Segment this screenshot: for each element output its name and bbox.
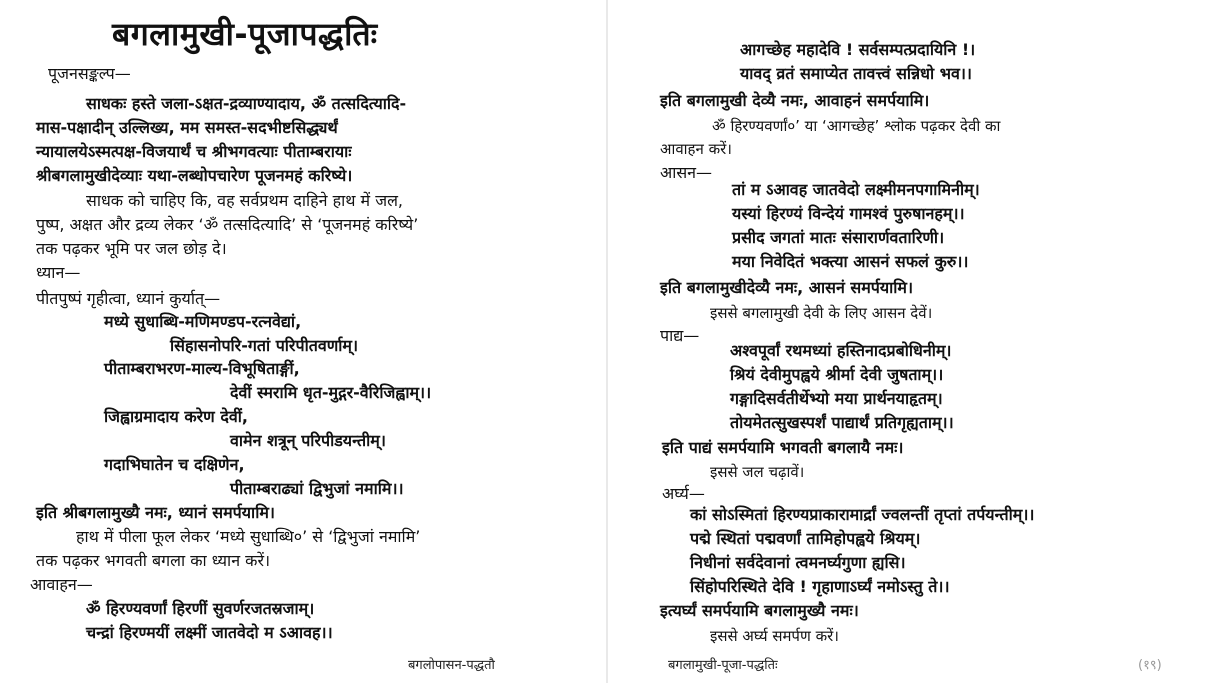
text-line: साधक को चाहिए कि, वह सर्वप्रथम दाहिने हाथ में जल, xyxy=(86,191,404,210)
text-line: इससे अर्घ्य समर्पण करें। xyxy=(710,627,839,645)
section-heading-padya: पाद्य— xyxy=(660,326,700,345)
text-line: पुष्प, अक्षत और द्रव्य लेकर ‘ॐ तत्सदित्यादि’ से ‘पूजनमहं करिष्ये’ xyxy=(36,215,419,234)
verse-line: वामेन शत्रून् परिपीडयन्तीम्। xyxy=(230,431,386,450)
running-footer: बगलोपासन-पद्धतौ xyxy=(408,658,495,673)
verse-line: अश्वपूर्वां रथमध्यां हस्तिनादप्रबोधिनीम्। xyxy=(730,341,952,360)
text-line: तक पढ़कर भूमि पर जल छोड़ दे। xyxy=(36,239,227,258)
verse-line: सिंहोपरिस्थिते देवि ! गृहाणाऽर्घ्यं नमोऽस्तु ते।। xyxy=(690,577,950,596)
verse-line: मध्ये सुधाब्धि-मणिमण्डप-रत्नवेद्यां, xyxy=(104,312,302,331)
text-line: इति बगलामुखीदेव्यै नमः, आसनं समर्पयामि। xyxy=(660,278,914,297)
verse-line: यस्यां हिरण्यं विन्देयं गामश्वं पुरुषानहम्।। xyxy=(732,204,965,223)
verse-line: श्रियं देवीमुपह्वये श्रीर्मा देवी जुषताम्।। xyxy=(730,365,944,384)
verse-line: तोयमेतत्सुखस्पर्शं पाद्यार्थं प्रतिगृह्यताम्।। xyxy=(730,413,954,432)
text-line: न्यायालयेऽस्मत्पक्ष-विजयार्थं च श्रीभगवत्याः पीताम्बरायाः xyxy=(36,142,352,161)
verse-line: सिंहासनोपरि-गतां परिपीतवर्णाम्। xyxy=(170,336,359,355)
text-line: साधकः हस्ते जला-ऽक्षत-द्रव्याण्यादाय, ॐ तत्सदित्यादि- xyxy=(86,94,407,113)
running-footer: बगलामुखी-पूजा-पद्धतिः xyxy=(668,658,778,673)
text-line: ॐ हिरण्यवर्णां०’ या ‘आगच्छेह’ श्लोक पढ़कर देवी का xyxy=(712,117,1001,135)
verse-line: जिह्वाग्रमादाय करेण देवीं, xyxy=(104,407,248,426)
verse-line: मया निवेदितं भक्त्या आसनं सफलं कुरु।। xyxy=(732,252,969,271)
verse-line: पीताम्बराभरण-माल्य-विभूषिताङ्गीं, xyxy=(104,359,300,378)
verse-line: आगच्छेह महादेवि ! सर्वसम्पत्प्रदायिनि !। xyxy=(740,40,976,59)
text-line: श्रीबगलामुखीदेव्याः यथा-लब्धोपचारेण पूजनमहं करिष्ये। xyxy=(36,166,353,185)
right-page xyxy=(612,0,1214,683)
page-title: बगलामुखी-पूजापद्धतिः xyxy=(112,15,378,53)
section-heading-sankalpa: पूजनसङ्कल्प— xyxy=(48,64,131,83)
text-line: इत्यर्घ्यं समर्पयामि बगलामुख्यै नमः। xyxy=(660,601,859,620)
verse-line: देवीं स्मरामि धृत-मुद्गर-वैरिजिह्वाम्।। xyxy=(230,383,432,402)
verse-line: पद्मे स्थितां पद्मवर्णां तामिहोपह्वये श्रियम्। xyxy=(690,529,921,548)
text-line: इससे बगलामुखी देवी के लिए आसन देवें। xyxy=(710,304,933,322)
book-gutter xyxy=(606,0,608,683)
verse-line: निधीनां सर्वदेवानां त्वमनर्घ्यगुणा ह्यसि। xyxy=(690,553,906,572)
section-heading-asan: आसन— xyxy=(660,163,713,182)
verse-line: तां म ऽआवह जातवेदो लक्ष्मीमनपगामिनीम्। xyxy=(732,180,980,199)
verse-line: प्रसीद जगतां मातः संसारार्णवतारिणी। xyxy=(732,228,945,247)
section-heading-dhyan: ध्यान— xyxy=(36,263,81,282)
left-page xyxy=(0,0,605,683)
verse-line: गदाभिघातेन च दक्षिणेन, xyxy=(104,455,245,474)
verse-line: कां सोऽस्मितां हिरण्यप्राकारामार्द्रां ज्वलन्तीं तृप्तां तर्पयन्तीम्।। xyxy=(690,505,1035,524)
verse-line: ॐ हिरण्यवर्णां हिरणीं सुवर्णरजतस्रजाम्। xyxy=(86,599,315,618)
verse-line: यावद् व्रतं समाप्येत तावत्त्वं सन्निधो भव।। xyxy=(740,64,972,83)
text-line: इति बगलामुखी देव्यै नमः, आवाहनं समर्पयामि। xyxy=(660,91,930,110)
text-line: पीतपुष्पं गृहीत्वा, ध्यानं कुर्यात्— xyxy=(36,289,221,308)
text-line: हाथ में पीला फूल लेकर ‘मध्ये सुधाब्धि०’ से ‘द्विभुजां नमामि’ xyxy=(76,527,421,546)
text-line: मास-पक्षादीन् उल्लिख्य, मम समस्त-सदभीष्टसिद्ध्यर्थं xyxy=(36,118,338,137)
section-heading-avahan: आवाहन— xyxy=(30,575,93,594)
text-line: इति पाद्यं समर्पयामि भगवती बगलायै नमः। xyxy=(662,438,904,457)
page-number: (१९) xyxy=(1138,658,1162,673)
text-line: आवाहन करें। xyxy=(660,140,732,158)
text-line: इससे जल चढ़ावें। xyxy=(710,463,805,481)
section-heading-arghya: अर्घ्य— xyxy=(662,484,705,503)
verse-line: गङ्गादिसर्वतीर्थेभ्यो मया प्रार्थनयाहृतम्। xyxy=(730,389,943,408)
text-line: तक पढ़कर भगवती बगला का ध्यान करें। xyxy=(36,551,271,570)
text-line: इति श्रीबगलामुख्यै नमः, ध्यानं समर्पयामि। xyxy=(36,503,275,522)
verse-line: चन्द्रां हिरण्मयीं लक्ष्मीं जातवेदो म ऽआवह।। xyxy=(86,623,333,642)
verse-line: पीताम्बराढ्यां द्विभुजां नमामि।। xyxy=(230,479,404,498)
